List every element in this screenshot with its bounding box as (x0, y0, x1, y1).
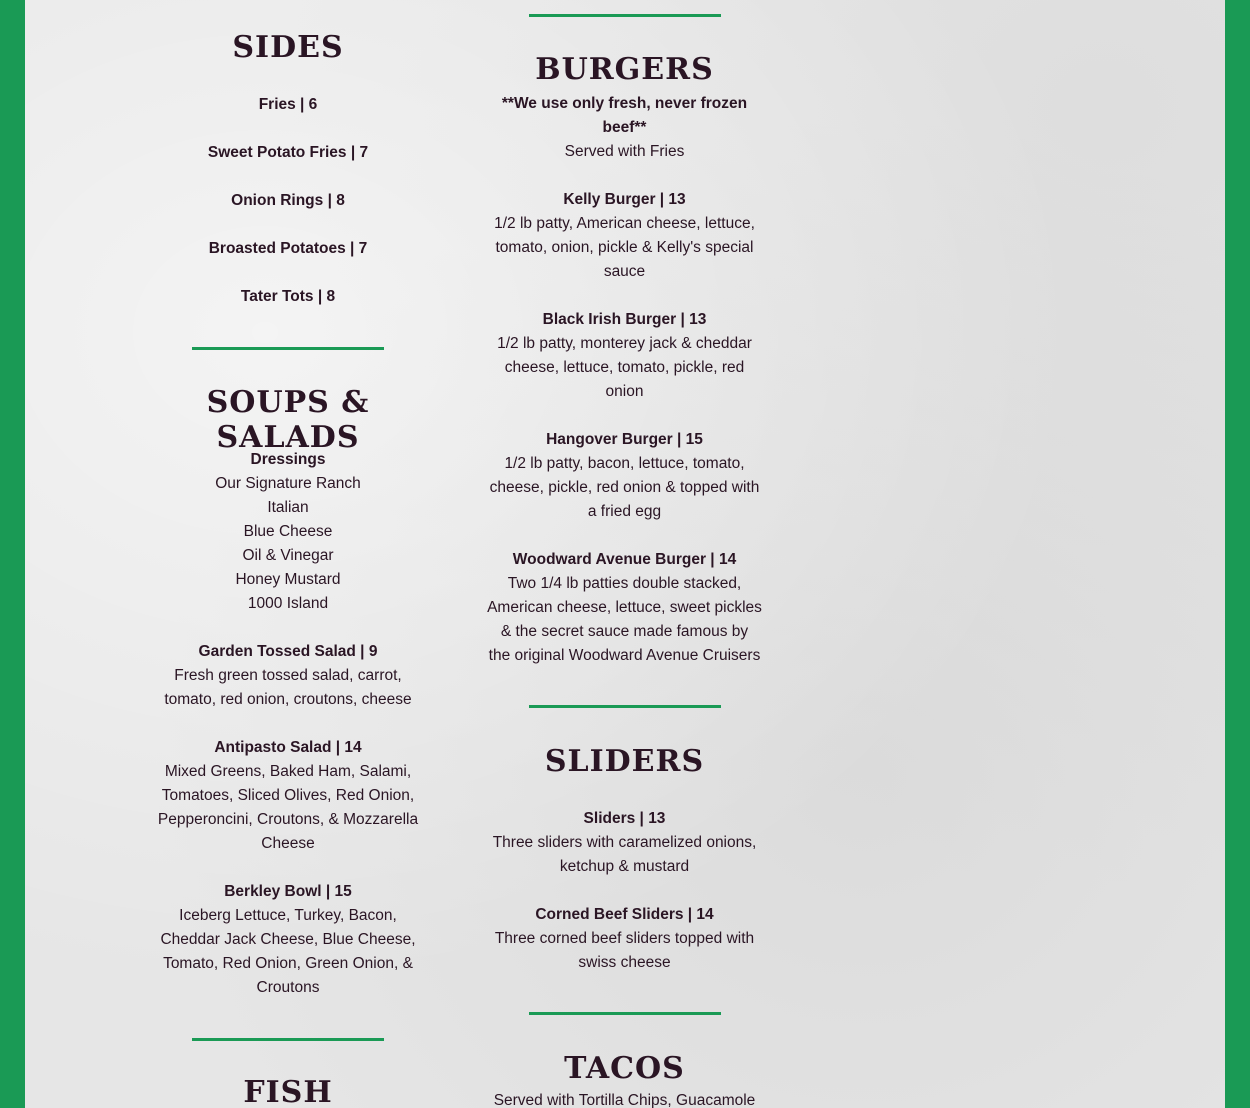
section-divider (484, 14, 765, 17)
burgers-heading: BURGERS (535, 52, 714, 87)
menu-item-desc: Tomato, Red Onion, Green Onion, & (163, 955, 413, 972)
tacos-list (484, 1089, 765, 1108)
burgers-list (484, 92, 765, 668)
menu-item-desc: Three sliders with caramelized onions, (492, 834, 757, 851)
menu-item-desc: 1/2 lb patty, American cheese, lettuce, (494, 215, 755, 232)
sides-item: Broasted Potatoes | 7 (208, 240, 368, 257)
section-divider (155, 347, 421, 350)
menu-item-desc: the original Woodward Avenue Cruisers (488, 647, 761, 664)
menu-item-title: Berkley Bowl | 15 (224, 883, 352, 900)
menu-item-title: Antipasto Salad | 14 (214, 739, 362, 756)
menu-item-desc: American cheese, lettuce, sweet pickles (487, 599, 762, 616)
tacos-section (484, 1051, 765, 1086)
fish-section (155, 1075, 421, 1108)
section-divider (484, 1012, 765, 1015)
menu-item-desc: Three corned beef sliders topped with (494, 930, 755, 947)
fish-heading: FISH (243, 1075, 333, 1108)
menu-item-title: Kelly Burger | 13 (563, 191, 686, 208)
tacos-heading: TACOS (564, 1051, 685, 1086)
menu-item-title: Garden Tossed Salad | 9 (198, 643, 378, 660)
menu-item-desc: tomato, onion, pickle & Kelly's special (495, 239, 754, 256)
soups-section (155, 385, 421, 455)
menu-paper (25, 0, 1225, 1108)
menu-item-desc: Croutons (256, 979, 320, 996)
dressings-title: Dressings (250, 451, 326, 468)
menu-item-desc: onion (605, 383, 644, 400)
menu-item-desc: cheese, pickle, red onion & topped with (489, 479, 760, 496)
menu-item-title: Sliders | 13 (583, 810, 666, 827)
dressing-option: Italian (267, 499, 309, 516)
menu-item-desc: Mixed Greens, Baked Ham, Salami, (164, 763, 412, 780)
menu-item-desc: Fresh green tossed salad, carrot, (174, 667, 402, 684)
sides-item: Sweet Potato Fries | 7 (207, 144, 369, 161)
sliders-section (484, 744, 765, 779)
sides-list (155, 93, 421, 309)
burgers-note: **We use only fresh, never frozen (501, 95, 748, 112)
sides-heading: SIDES (232, 30, 344, 65)
dressing-option: 1000 Island (247, 595, 329, 612)
menu-item-desc: tomato, red onion, croutons, cheese (164, 691, 412, 708)
sides-item: Fries | 6 (258, 96, 318, 113)
burgers-served: Served with Fries (564, 143, 685, 160)
menu-item-desc: cheese, lettuce, tomato, pickle, red (504, 359, 745, 376)
menu-item-desc: & the secret sauce made famous by (500, 623, 749, 640)
menu-item-desc: 1/2 lb patty, monterey jack & cheddar (497, 335, 752, 352)
sides-item: Tater Tots | 8 (240, 288, 336, 305)
soups-list (155, 448, 421, 1000)
dressing-option: Our Signature Ranch (215, 475, 361, 492)
menu-item-desc: a fried egg (587, 503, 662, 520)
dressing-option: Honey Mustard (235, 571, 341, 588)
sides-section (155, 30, 421, 65)
soups-heading: SOUPS & SALADS (206, 385, 370, 455)
section-divider (155, 1038, 421, 1041)
menu-item-desc: swiss cheese (578, 954, 671, 971)
menu-item-desc: sauce (603, 263, 646, 280)
menu-item-desc: ketchup & mustard (559, 858, 690, 875)
menu-item-desc: Cheddar Jack Cheese, Blue Cheese, (160, 931, 416, 948)
dressing-option: Oil & Vinegar (242, 547, 334, 564)
tacos-served: Served with Tortilla Chips, Guacamole (493, 1092, 756, 1108)
menu-item-title: Black Irish Burger | 13 (542, 311, 707, 328)
dressing-option: Blue Cheese (243, 523, 333, 540)
menu-item-desc: Iceberg Lettuce, Turkey, Bacon, (179, 907, 397, 924)
menu-item-desc: Pepperoncini, Croutons, & Mozzarella (157, 811, 419, 828)
sides-item: Onion Rings | 8 (231, 192, 345, 209)
menu-item-title: Corned Beef Sliders | 14 (535, 906, 714, 923)
burgers-note: beef** (602, 119, 647, 136)
section-divider (484, 705, 765, 708)
menu-item-desc: Two 1/4 lb patties double stacked, (507, 575, 742, 592)
menu-item-title: Hangover Burger | 15 (546, 431, 703, 448)
menu-item-desc: Tomatoes, Sliced Olives, Red Onion, (161, 787, 415, 804)
sliders-list (484, 807, 765, 975)
burgers-section (484, 52, 765, 87)
menu-item-desc: Cheese (261, 835, 315, 852)
menu-item-title: Woodward Avenue Burger | 14 (512, 551, 737, 568)
menu-item-desc: 1/2 lb patty, bacon, lettuce, tomato, (504, 455, 745, 472)
sliders-heading: SLIDERS (544, 744, 705, 779)
